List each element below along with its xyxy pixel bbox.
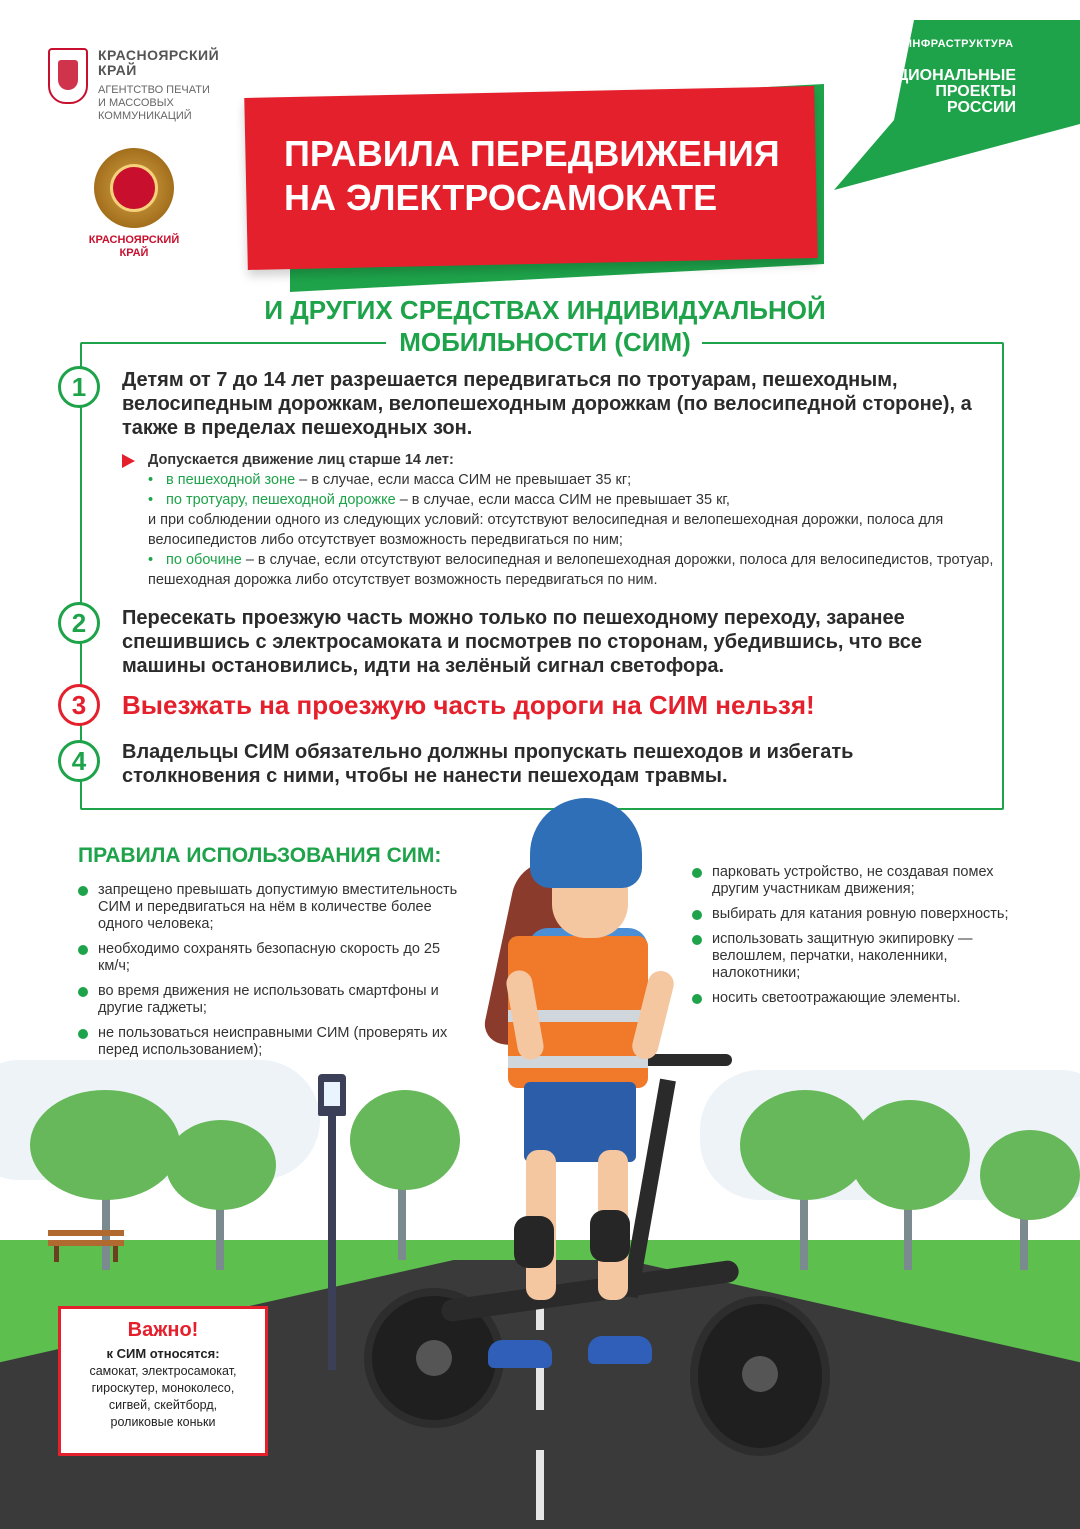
- condition-1-place: в пешеходной зоне: [166, 472, 296, 488]
- list-item: во время движения не использовать смартфоны и другие гаджеты;: [78, 983, 458, 1017]
- condition-2-rest: – в случае, если масса СИМ не превышает 35 кг,: [395, 492, 730, 508]
- rule-2-text: Пересекать проезжую часть можно только по пешеходному переходу, заранее спешившись с электросамоката и посмотрев по сторонам, убедившись, что все машины остановились, идти на зелёный сигнал светофора.: [122, 607, 922, 677]
- important-body: самокат, электросамокат, гироскутер, моноколесо, сигвей, скейтборд, роликовые коньки: [89, 1364, 237, 1429]
- lamp-glass: [324, 1082, 340, 1106]
- bullet-icon: •: [148, 552, 154, 568]
- tree-icon: [980, 1130, 1080, 1220]
- region-logo: [48, 44, 228, 134]
- conditions-head-text: Допускается движение лиц старше 14 лет:: [148, 452, 454, 468]
- list-item: необходимо сохранять безопасную скорость до 25 км/ч;: [78, 941, 458, 975]
- triangle-bullet-icon: [122, 454, 135, 468]
- rule-number-2: 2: [58, 602, 100, 644]
- tree-icon: [850, 1100, 970, 1210]
- np-title: НАЦИОНАЛЬНЫЕ ПРОЕКТЫ РОССИИ: [873, 67, 1016, 116]
- bullet-icon: •: [148, 472, 154, 488]
- condition-3-place: по обочине: [166, 552, 242, 568]
- conditions-head: [122, 450, 1002, 470]
- national-projects-badge: [834, 20, 1080, 190]
- condition-item-1: [122, 470, 1002, 490]
- street-lamp-pole: [328, 1110, 336, 1370]
- np-category: ИНФРАСТРУКТУРА: [904, 38, 1014, 50]
- agency-name: АГЕНТСТВО ПЕЧАТИ И МАССОВЫХ КОММУНИКАЦИЙ: [98, 84, 210, 122]
- wheel-hub: [416, 1340, 452, 1376]
- condition-2-place: по тротуару, пешеходной дорожке: [166, 492, 396, 508]
- important-box: [58, 1306, 268, 1456]
- rule-3-text: Выезжать на проезжую часть дороги на СИМ нельзя!: [122, 690, 815, 720]
- rule-number-3: 3: [58, 684, 100, 726]
- emblem-label: КРАСНОЯРСКИЙ КРАЙ: [88, 234, 180, 259]
- rule-number-4: 4: [58, 740, 100, 782]
- page-subtitle: И ДРУГИХ СРЕДСТВАХ ИНДИВИДУАЛЬНОЙ МОБИЛЬНОСТИ (СИМ): [264, 295, 826, 357]
- rule-1-text: Детям от 7 до 14 лет разрешается передвигаться по тротуарам, пешеходным, велосипедным дорожкам, велопешеходным дорожкам (по велосипедной стороне), а также в пределах пешеходных зон.: [122, 369, 972, 439]
- condition-item-2-cont: и при соблюдении одного из следующих условий: отсутствуют велосипедная и велопешеходная дорожки, полоса для велосипедистов либо отсутствует возможность передвигаться по ним;: [148, 512, 944, 548]
- road-marking: [536, 1450, 544, 1520]
- condition-3-rest: – в случае, если отсутствуют велосипедная и велопешеходная дорожки, полоса для велосипедистов, тротуар, пешеходная дорожка либо отсутствует возможность передвигаться по ним.: [148, 552, 994, 588]
- sneaker: [588, 1336, 652, 1364]
- rule-number-1: 1: [58, 366, 100, 408]
- usage-list-left: [78, 882, 458, 1067]
- bullet-icon: •: [148, 492, 154, 508]
- region-title: КРАСНОЯРСКИЙ КРАЙ: [98, 47, 220, 78]
- page-title: ПРАВИЛА ПЕРЕДВИЖЕНИЯ НА ЭЛЕКТРОСАМОКАТЕ: [284, 133, 780, 218]
- condition-item-3: [122, 550, 1002, 590]
- important-title: Важно!: [127, 1319, 199, 1341]
- helmet-icon: [530, 798, 642, 888]
- list-item: парковать устройство, не создавая помех другим участникам движения;: [692, 864, 1022, 898]
- condition-1-rest: – в случае, если масса СИМ не превышает 35 кг;: [295, 472, 632, 488]
- usage-rules-title: ПРАВИЛА ИСПОЛЬЗОВАНИЯ СИМ:: [78, 844, 442, 867]
- traffic-police-emblem: [84, 148, 184, 268]
- tree-icon: [350, 1090, 460, 1190]
- condition-item-2: [122, 490, 1002, 510]
- knee-pad: [590, 1210, 630, 1262]
- age-conditions: [122, 450, 1002, 590]
- badge-shield-icon: [110, 164, 158, 212]
- list-item: запрещено превышать допустимую вместительность СИМ и передвигаться на нём в количестве более одного человека;: [78, 882, 458, 933]
- bench-icon: [46, 1228, 126, 1262]
- list-item: выбирать для катания ровную поверхность;: [692, 906, 1022, 923]
- tree-icon: [30, 1090, 180, 1200]
- rule-4-text: Владельцы СИМ обязательно должны пропускать пешеходов и избегать столкновения с ними, чтобы не нанести пешеходам травмы.: [122, 741, 854, 787]
- knee-pad: [514, 1216, 554, 1268]
- sneaker: [488, 1340, 552, 1368]
- list-item: не пользоваться неисправными СИМ (проверять их перед использованием);: [78, 1025, 458, 1059]
- coat-of-arms-icon: [48, 48, 88, 104]
- list-item: носить светоотражающие элементы.: [692, 990, 1022, 1007]
- wheel-hub: [742, 1356, 778, 1392]
- list-item: использовать защитную экипировку — велошлем, перчатки, наколенники, налокотники;: [692, 931, 1022, 982]
- usage-list-right: [692, 864, 1022, 1015]
- tree-icon: [166, 1120, 276, 1210]
- important-subtitle: к СИМ относятся:: [106, 1346, 220, 1361]
